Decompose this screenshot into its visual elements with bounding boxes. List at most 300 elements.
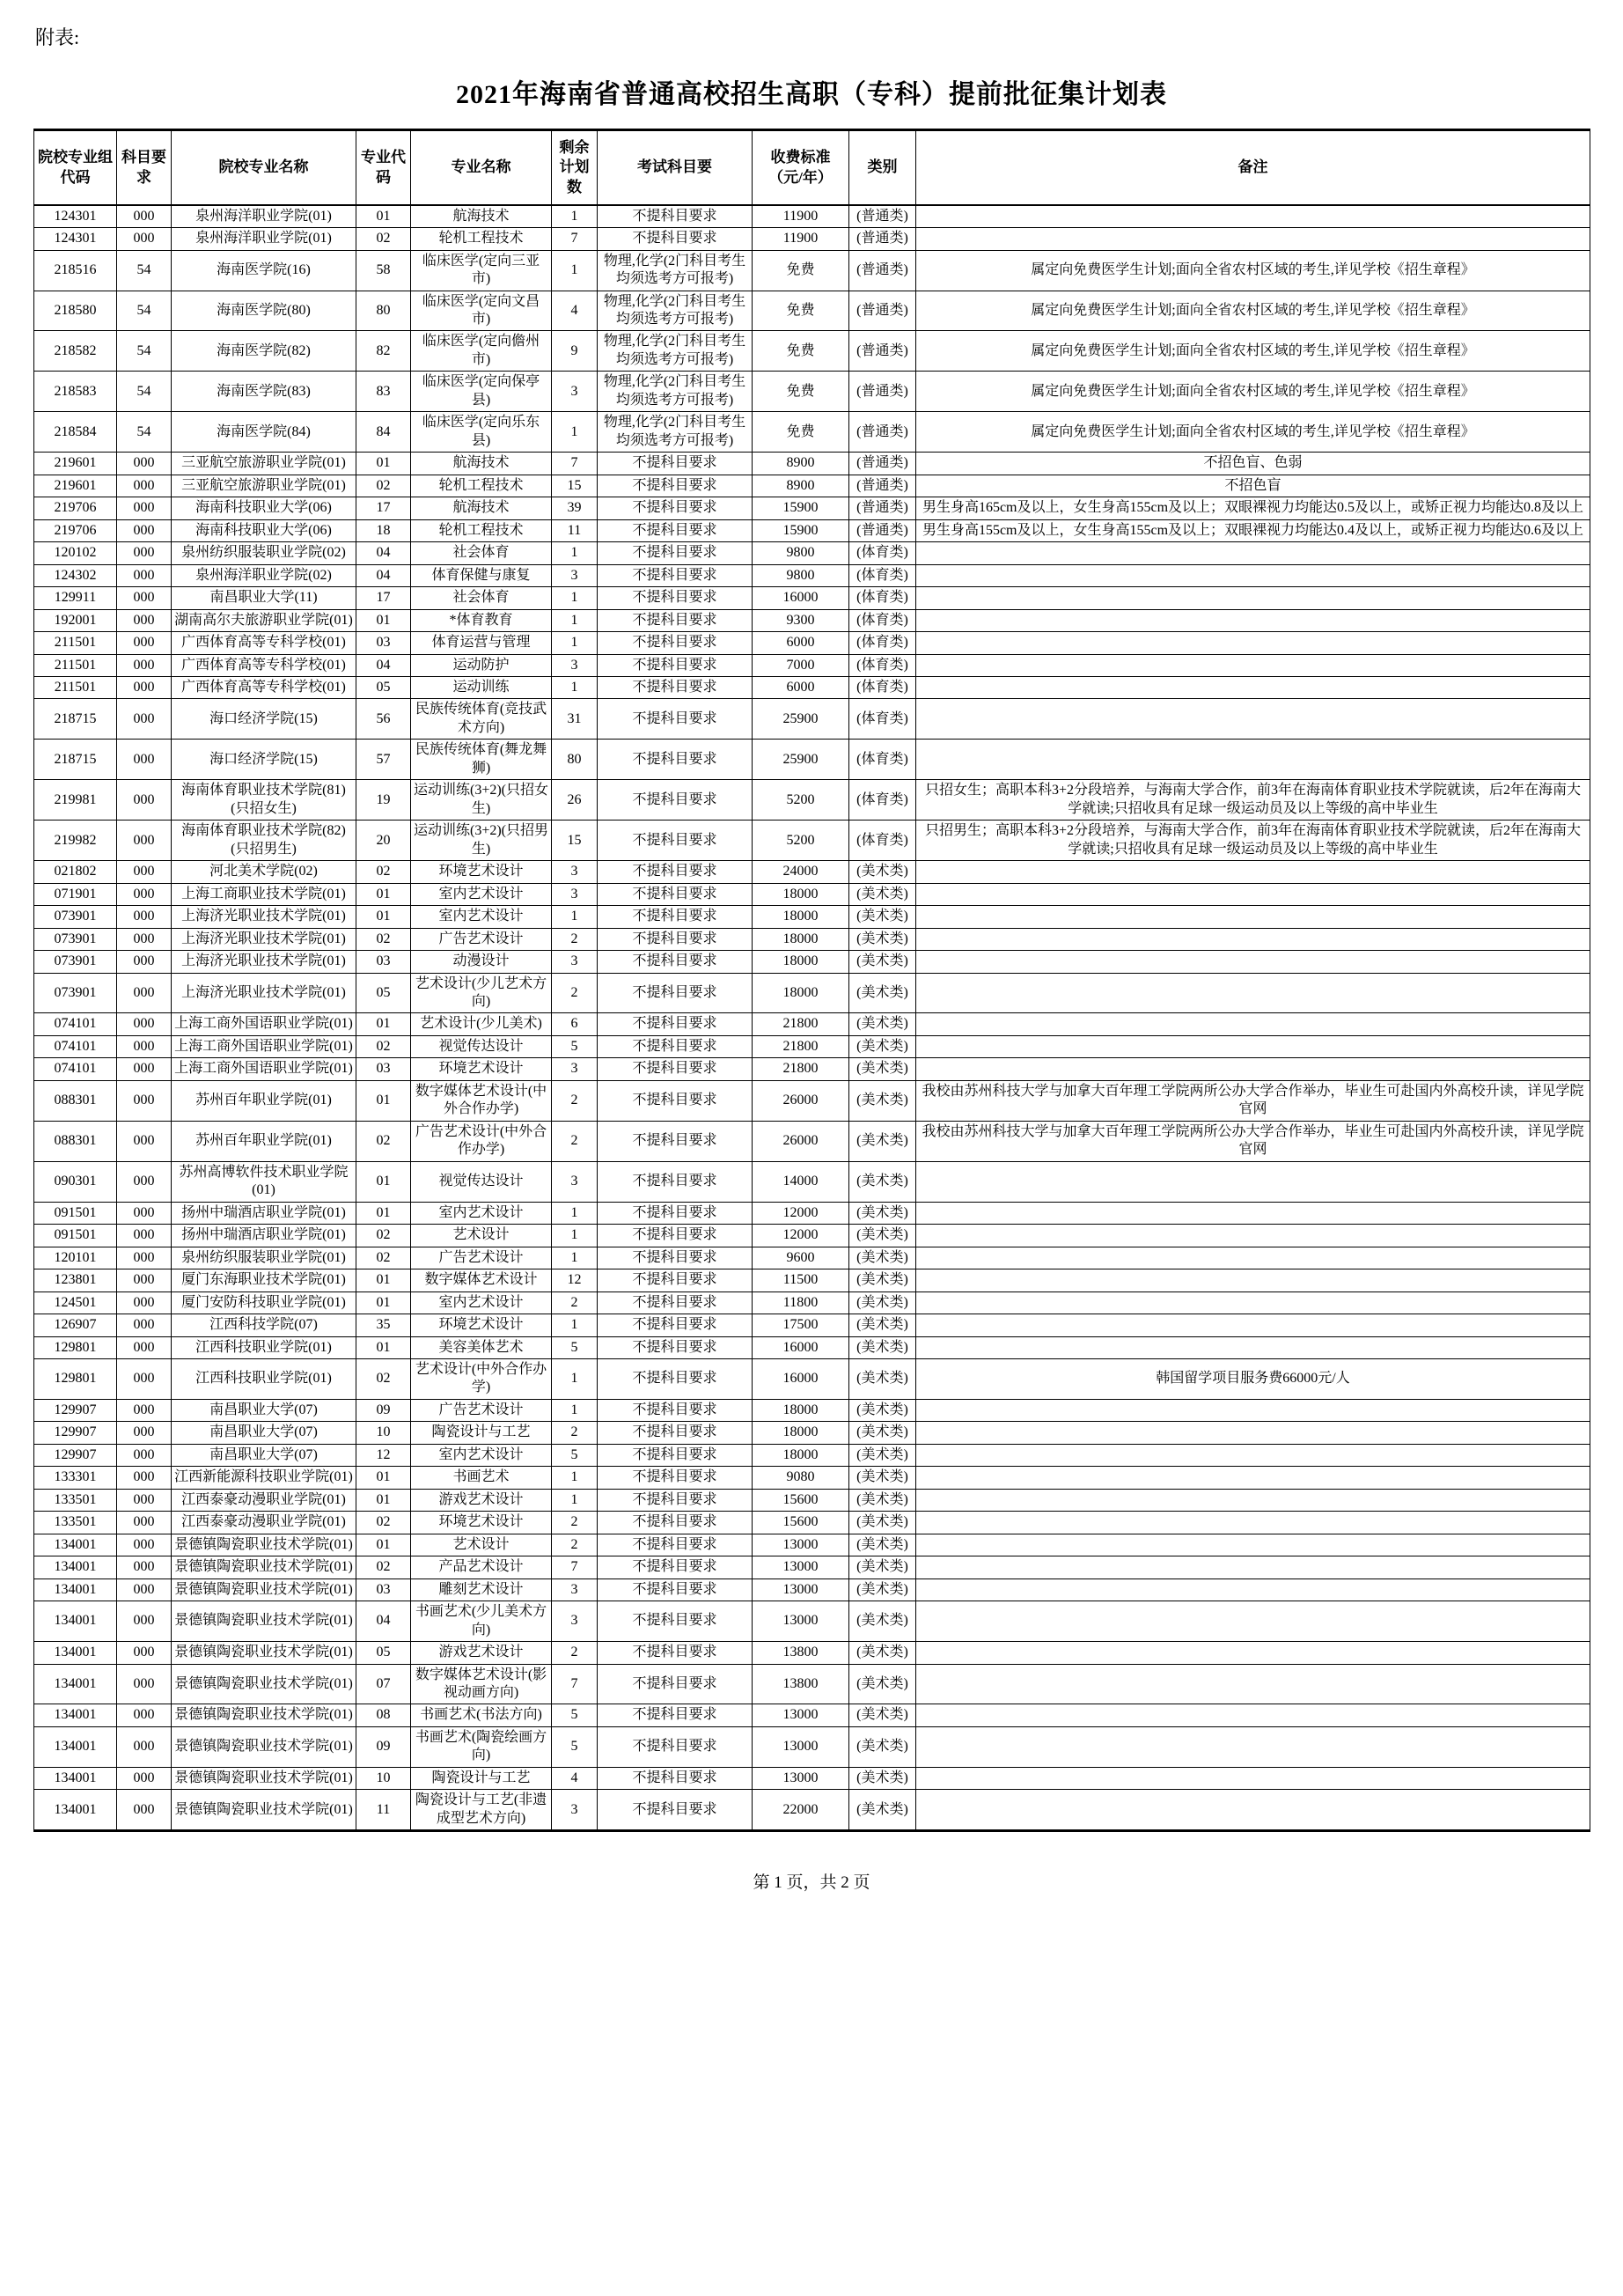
cell-fee-standard: 18000 xyxy=(753,1422,849,1444)
cell-school-major-name: 江西泰豪动漫职业学院(01) xyxy=(172,1512,356,1534)
table-row xyxy=(34,951,1590,973)
cell-school-major-name: 江西科技职业学院(01) xyxy=(172,1358,356,1399)
cell-exam-subject: 不提科目要求 xyxy=(598,883,753,905)
cell-category: (美术类) xyxy=(849,1314,916,1336)
cell-remarks: 属定向免费医学生计划;面向全省农村区域的考生,详见学校《招生章程》 xyxy=(916,250,1590,291)
cell-major-code: 84 xyxy=(356,412,411,453)
table-row xyxy=(34,1534,1590,1556)
cell-category: (美术类) xyxy=(849,1058,916,1080)
table-row xyxy=(34,1336,1590,1358)
cell-major-name: 室内艺术设计 xyxy=(411,1292,552,1314)
cell-remaining-plan: 1 xyxy=(552,676,598,698)
table-row xyxy=(34,906,1590,928)
cell-exam-subject: 不提科目要求 xyxy=(598,676,753,698)
cell-exam-subject: 不提科目要求 xyxy=(598,1601,753,1642)
cell-remaining-plan: 31 xyxy=(552,699,598,740)
cell-fee-standard: 17500 xyxy=(753,1314,849,1336)
cell-remaining-plan: 1 xyxy=(552,587,598,609)
cell-fee-standard: 8900 xyxy=(753,453,849,475)
cell-school-major-name: 景德镇陶瓷职业技术学院(01) xyxy=(172,1664,356,1704)
cell-fee-standard: 15900 xyxy=(753,497,849,519)
cell-major-name: 广告艺术设计 xyxy=(411,1247,552,1269)
table-row xyxy=(34,412,1590,453)
cell-subject-requirement: 000 xyxy=(117,1534,172,1556)
cell-remarks: 属定向免费医学生计划;面向全省农村区域的考生,详见学校《招生章程》 xyxy=(916,331,1590,372)
cell-subject-requirement: 54 xyxy=(117,250,172,291)
cell-category: (普通类) xyxy=(849,412,916,453)
cell-group-code: 134001 xyxy=(34,1790,117,1831)
cell-major-name: 陶瓷设计与工艺 xyxy=(411,1422,552,1444)
cell-subject-requirement: 000 xyxy=(117,228,172,250)
cell-exam-subject: 不提科目要求 xyxy=(598,1080,753,1121)
cell-subject-requirement: 000 xyxy=(117,1642,172,1664)
cell-school-major-name: 江西泰豪动漫职业学院(01) xyxy=(172,1489,356,1511)
cell-category: (美术类) xyxy=(849,1704,916,1726)
cell-group-code: 218715 xyxy=(34,699,117,740)
table-row xyxy=(34,1202,1590,1224)
cell-subject-requirement: 54 xyxy=(117,412,172,453)
cell-remarks xyxy=(916,1314,1590,1336)
cell-subject-requirement: 000 xyxy=(117,821,172,861)
cell-exam-subject: 不提科目要求 xyxy=(598,1642,753,1664)
cell-subject-requirement: 000 xyxy=(117,1269,172,1292)
column-header-remaining-plan: 剩余计划数 xyxy=(552,130,598,205)
table-row xyxy=(34,542,1590,564)
cell-subject-requirement: 000 xyxy=(117,632,172,654)
cell-major-name: 社会体育 xyxy=(411,542,552,564)
cell-remaining-plan: 1 xyxy=(552,632,598,654)
cell-fee-standard: 15900 xyxy=(753,519,849,541)
table-row xyxy=(34,632,1590,654)
cell-group-code: 073901 xyxy=(34,906,117,928)
cell-remaining-plan: 2 xyxy=(552,973,598,1013)
cell-school-major-name: 景德镇陶瓷职业技术学院(01) xyxy=(172,1578,356,1601)
cell-major-code: 02 xyxy=(356,861,411,883)
cell-major-code: 05 xyxy=(356,973,411,1013)
cell-category: (普通类) xyxy=(849,453,916,475)
cell-exam-subject: 不提科目要求 xyxy=(598,906,753,928)
cell-school-major-name: 海南医学院(83) xyxy=(172,372,356,412)
cell-subject-requirement: 000 xyxy=(117,1422,172,1444)
cell-category: (普通类) xyxy=(849,331,916,372)
cell-school-major-name: 海口经济学院(15) xyxy=(172,699,356,740)
cell-exam-subject: 物理,化学(2门科目考生均须选考方可报考) xyxy=(598,331,753,372)
table-row xyxy=(34,372,1590,412)
cell-group-code: 088301 xyxy=(34,1121,117,1161)
cell-school-major-name: 苏州百年职业学院(01) xyxy=(172,1121,356,1161)
cell-remaining-plan: 1 xyxy=(552,1202,598,1224)
table-row xyxy=(34,676,1590,698)
cell-fee-standard: 11800 xyxy=(753,1292,849,1314)
cell-category: (普通类) xyxy=(849,291,916,331)
table-row xyxy=(34,1292,1590,1314)
cell-subject-requirement: 000 xyxy=(117,475,172,497)
cell-major-code: 02 xyxy=(356,1225,411,1247)
cell-exam-subject: 不提科目要求 xyxy=(598,1161,753,1202)
cell-major-code: 03 xyxy=(356,951,411,973)
cell-major-name: 环境艺术设计 xyxy=(411,1058,552,1080)
cell-remarks xyxy=(916,1601,1590,1642)
cell-group-code: 088301 xyxy=(34,1080,117,1121)
table-row xyxy=(34,564,1590,586)
cell-fee-standard: 26000 xyxy=(753,1080,849,1121)
cell-subject-requirement: 000 xyxy=(117,1399,172,1421)
cell-major-code: 02 xyxy=(356,1512,411,1534)
cell-major-code: 02 xyxy=(356,1035,411,1057)
cell-fee-standard: 18000 xyxy=(753,1399,849,1421)
cell-fee-standard: 免费 xyxy=(753,250,849,291)
cell-category: (普通类) xyxy=(849,475,916,497)
cell-school-major-name: 海南科技职业大学(06) xyxy=(172,519,356,541)
cell-remaining-plan: 5 xyxy=(552,1704,598,1726)
cell-school-major-name: 泉州纺织服装职业学院(02) xyxy=(172,542,356,564)
cell-subject-requirement: 000 xyxy=(117,1726,172,1767)
cell-remarks xyxy=(916,699,1590,740)
cell-remaining-plan: 7 xyxy=(552,1664,598,1704)
cell-exam-subject: 物理,化学(2门科目考生均须选考方可报考) xyxy=(598,250,753,291)
cell-school-major-name: 海南体育职业技术学院(81)(只招女生) xyxy=(172,780,356,821)
cell-group-code: 129907 xyxy=(34,1399,117,1421)
cell-school-major-name: 广西体育高等专科学校(01) xyxy=(172,654,356,676)
cell-remarks xyxy=(916,564,1590,586)
cell-subject-requirement: 000 xyxy=(117,587,172,609)
cell-exam-subject: 不提科目要求 xyxy=(598,973,753,1013)
cell-remaining-plan: 80 xyxy=(552,740,598,780)
cell-major-code: 02 xyxy=(356,1358,411,1399)
cell-group-code: 124501 xyxy=(34,1292,117,1314)
table-row xyxy=(34,1035,1590,1057)
table-row xyxy=(34,250,1590,291)
cell-school-major-name: 泉州海洋职业学院(01) xyxy=(172,228,356,250)
cell-subject-requirement: 000 xyxy=(117,1358,172,1399)
cell-fee-standard: 18000 xyxy=(753,906,849,928)
cell-group-code: 124301 xyxy=(34,228,117,250)
cell-exam-subject: 不提科目要求 xyxy=(598,1247,753,1269)
cell-major-name: 书画艺术 xyxy=(411,1467,552,1489)
cell-exam-subject: 物理,化学(2门科目考生均须选考方可报考) xyxy=(598,412,753,453)
cell-exam-subject: 不提科目要求 xyxy=(598,1121,753,1161)
cell-fee-standard: 21800 xyxy=(753,1013,849,1035)
cell-major-code: 03 xyxy=(356,1578,411,1601)
cell-group-code: 091501 xyxy=(34,1202,117,1224)
cell-fee-standard: 13000 xyxy=(753,1767,849,1789)
cell-remarks: 属定向免费医学生计划;面向全省农村区域的考生,详见学校《招生章程》 xyxy=(916,291,1590,331)
column-header-category: 类别 xyxy=(849,130,916,205)
cell-major-name: 体育运营与管理 xyxy=(411,632,552,654)
cell-school-major-name: 海口经济学院(15) xyxy=(172,740,356,780)
cell-exam-subject: 不提科目要求 xyxy=(598,740,753,780)
cell-major-code: 10 xyxy=(356,1422,411,1444)
cell-category: (美术类) xyxy=(849,1767,916,1789)
cell-category: (美术类) xyxy=(849,1225,916,1247)
cell-school-major-name: 上海工商外国语职业学院(01) xyxy=(172,1035,356,1057)
cell-group-code: 218516 xyxy=(34,250,117,291)
cell-exam-subject: 不提科目要求 xyxy=(598,1058,753,1080)
cell-major-name: 轮机工程技术 xyxy=(411,228,552,250)
cell-fee-standard: 16000 xyxy=(753,1358,849,1399)
cell-category: (美术类) xyxy=(849,861,916,883)
cell-group-code: 219982 xyxy=(34,821,117,861)
cell-exam-subject: 不提科目要求 xyxy=(598,780,753,821)
cell-school-major-name: 江西科技职业学院(01) xyxy=(172,1336,356,1358)
cell-school-major-name: 海南医学院(84) xyxy=(172,412,356,453)
cell-group-code: 126907 xyxy=(34,1314,117,1336)
cell-major-code: 08 xyxy=(356,1704,411,1726)
cell-category: (美术类) xyxy=(849,1035,916,1057)
cell-category: (美术类) xyxy=(849,928,916,950)
cell-category: (普通类) xyxy=(849,205,916,228)
cell-fee-standard: 5200 xyxy=(753,821,849,861)
cell-major-code: 04 xyxy=(356,564,411,586)
cell-major-code: 58 xyxy=(356,250,411,291)
table-row xyxy=(34,475,1590,497)
cell-major-name: 运动训练 xyxy=(411,676,552,698)
cell-group-code: 074101 xyxy=(34,1058,117,1080)
cell-major-name: 广告艺术设计 xyxy=(411,1399,552,1421)
cell-school-major-name: 上海济光职业技术学院(01) xyxy=(172,951,356,973)
cell-major-name: 艺术设计(少儿艺术方向) xyxy=(411,973,552,1013)
cell-exam-subject: 不提科目要求 xyxy=(598,928,753,950)
cell-group-code: 218584 xyxy=(34,412,117,453)
cell-fee-standard: 9800 xyxy=(753,542,849,564)
cell-group-code: 218580 xyxy=(34,291,117,331)
cell-exam-subject: 不提科目要求 xyxy=(598,1704,753,1726)
cell-category: (美术类) xyxy=(849,1467,916,1489)
cell-major-code: 01 xyxy=(356,1269,411,1292)
table-row xyxy=(34,1161,1590,1202)
cell-category: (美术类) xyxy=(849,1269,916,1292)
cell-major-name: 航海技术 xyxy=(411,205,552,228)
cell-remarks xyxy=(916,1202,1590,1224)
cell-major-code: 01 xyxy=(356,609,411,631)
cell-exam-subject: 不提科目要求 xyxy=(598,632,753,654)
table-row xyxy=(34,1726,1590,1767)
cell-fee-standard: 6000 xyxy=(753,676,849,698)
cell-major-name: 民族传统体育(竞技武术方向) xyxy=(411,699,552,740)
cell-remarks xyxy=(916,632,1590,654)
cell-subject-requirement: 000 xyxy=(117,1512,172,1534)
cell-exam-subject: 不提科目要求 xyxy=(598,861,753,883)
cell-remarks: 属定向免费医学生计划;面向全省农村区域的考生,详见学校《招生章程》 xyxy=(916,372,1590,412)
cell-category: (美术类) xyxy=(849,1578,916,1601)
cell-category: (体育类) xyxy=(849,542,916,564)
cell-remaining-plan: 2 xyxy=(552,1422,598,1444)
cell-category: (普通类) xyxy=(849,228,916,250)
cell-fee-standard: 24000 xyxy=(753,861,849,883)
cell-exam-subject: 不提科目要求 xyxy=(598,1013,753,1035)
table-row xyxy=(34,331,1590,372)
cell-subject-requirement: 000 xyxy=(117,1336,172,1358)
cell-remaining-plan: 3 xyxy=(552,861,598,883)
cell-fee-standard: 25900 xyxy=(753,740,849,780)
cell-group-code: 134001 xyxy=(34,1767,117,1789)
cell-remarks xyxy=(916,1225,1590,1247)
cell-category: (美术类) xyxy=(849,1422,916,1444)
cell-school-major-name: 厦门东海职业技术学院(01) xyxy=(172,1269,356,1292)
cell-group-code: 134001 xyxy=(34,1578,117,1601)
cell-school-major-name: 南昌职业大学(11) xyxy=(172,587,356,609)
cell-fee-standard: 21800 xyxy=(753,1035,849,1057)
cell-fee-standard: 18000 xyxy=(753,951,849,973)
cell-major-code: 80 xyxy=(356,291,411,331)
cell-category: (美术类) xyxy=(849,1202,916,1224)
cell-fee-standard: 13000 xyxy=(753,1601,849,1642)
cell-school-major-name: 河北美术学院(02) xyxy=(172,861,356,883)
cell-exam-subject: 不提科目要求 xyxy=(598,1578,753,1601)
table-row xyxy=(34,1269,1590,1292)
cell-group-code: 134001 xyxy=(34,1556,117,1578)
cell-major-code: 05 xyxy=(356,1642,411,1664)
cell-major-code: 09 xyxy=(356,1399,411,1421)
cell-group-code: 134001 xyxy=(34,1704,117,1726)
cell-category: (美术类) xyxy=(849,1336,916,1358)
cell-major-name: 游戏艺术设计 xyxy=(411,1489,552,1511)
cell-category: (美术类) xyxy=(849,1247,916,1269)
cell-remaining-plan: 3 xyxy=(552,883,598,905)
cell-remarks xyxy=(916,1013,1590,1035)
cell-subject-requirement: 000 xyxy=(117,928,172,950)
cell-major-name: 艺术设计 xyxy=(411,1225,552,1247)
cell-school-major-name: 海南医学院(80) xyxy=(172,291,356,331)
cell-fee-standard: 13000 xyxy=(753,1726,849,1767)
cell-major-name: 运动防护 xyxy=(411,654,552,676)
cell-subject-requirement: 000 xyxy=(117,1080,172,1121)
cell-exam-subject: 不提科目要求 xyxy=(598,821,753,861)
cell-remaining-plan: 3 xyxy=(552,1790,598,1831)
cell-remarks xyxy=(916,1512,1590,1534)
cell-major-name: 环境艺术设计 xyxy=(411,1314,552,1336)
cell-group-code: 124302 xyxy=(34,564,117,586)
cell-remarks xyxy=(916,906,1590,928)
cell-subject-requirement: 000 xyxy=(117,1790,172,1831)
cell-major-code: 09 xyxy=(356,1726,411,1767)
cell-subject-requirement: 000 xyxy=(117,973,172,1013)
cell-remaining-plan: 3 xyxy=(552,1578,598,1601)
cell-exam-subject: 不提科目要求 xyxy=(598,1358,753,1399)
cell-remarks xyxy=(916,861,1590,883)
cell-subject-requirement: 000 xyxy=(117,453,172,475)
cell-exam-subject: 不提科目要求 xyxy=(598,654,753,676)
cell-subject-requirement: 000 xyxy=(117,564,172,586)
table-row xyxy=(34,1013,1590,1035)
cell-major-code: 01 xyxy=(356,1013,411,1035)
cell-remarks: 不招色盲、色弱 xyxy=(916,453,1590,475)
cell-major-name: 书画艺术(书法方向) xyxy=(411,1704,552,1726)
cell-group-code: 074101 xyxy=(34,1035,117,1057)
cell-fee-standard: 免费 xyxy=(753,291,849,331)
cell-subject-requirement: 000 xyxy=(117,1467,172,1489)
cell-subject-requirement: 54 xyxy=(117,291,172,331)
table-row xyxy=(34,1790,1590,1831)
cell-school-major-name: 上海济光职业技术学院(01) xyxy=(172,973,356,1013)
cell-category: (美术类) xyxy=(849,1601,916,1642)
cell-category: (美术类) xyxy=(849,1642,916,1664)
cell-major-name: 体育保健与康复 xyxy=(411,564,552,586)
cell-category: (美术类) xyxy=(849,1121,916,1161)
cell-major-code: 01 xyxy=(356,1080,411,1121)
cell-school-major-name: 海南医学院(16) xyxy=(172,250,356,291)
table-row xyxy=(34,1512,1590,1534)
cell-major-name: 临床医学(定向文昌市) xyxy=(411,291,552,331)
cell-exam-subject: 不提科目要求 xyxy=(598,1314,753,1336)
cell-remaining-plan: 1 xyxy=(552,542,598,564)
cell-group-code: 123801 xyxy=(34,1269,117,1292)
cell-exam-subject: 不提科目要求 xyxy=(598,205,753,228)
cell-exam-subject: 不提科目要求 xyxy=(598,1225,753,1247)
cell-subject-requirement: 000 xyxy=(117,1314,172,1336)
cell-remaining-plan: 11 xyxy=(552,519,598,541)
cell-major-name: 雕刻艺术设计 xyxy=(411,1578,552,1601)
table-row xyxy=(34,1422,1590,1444)
cell-major-name: 艺术设计(中外合作办学) xyxy=(411,1358,552,1399)
cell-group-code: 129907 xyxy=(34,1422,117,1444)
cell-school-major-name: 江西科技学院(07) xyxy=(172,1314,356,1336)
cell-remaining-plan: 1 xyxy=(552,1489,598,1511)
cell-remaining-plan: 2 xyxy=(552,1292,598,1314)
table-row xyxy=(34,740,1590,780)
cell-subject-requirement: 000 xyxy=(117,1601,172,1642)
cell-group-code: 129911 xyxy=(34,587,117,609)
cell-category: (体育类) xyxy=(849,780,916,821)
cell-subject-requirement: 000 xyxy=(117,1247,172,1269)
cell-major-code: 01 xyxy=(356,453,411,475)
table-row xyxy=(34,1399,1590,1421)
cell-fee-standard: 6000 xyxy=(753,632,849,654)
cell-remaining-plan: 3 xyxy=(552,1161,598,1202)
cell-remaining-plan: 9 xyxy=(552,331,598,372)
cell-remarks xyxy=(916,1058,1590,1080)
cell-remaining-plan: 5 xyxy=(552,1726,598,1767)
cell-remarks xyxy=(916,740,1590,780)
cell-group-code: 211501 xyxy=(34,654,117,676)
cell-group-code: 129801 xyxy=(34,1336,117,1358)
cell-major-name: 产品艺术设计 xyxy=(411,1556,552,1578)
cell-group-code: 073901 xyxy=(34,928,117,950)
cell-exam-subject: 不提科目要求 xyxy=(598,1202,753,1224)
cell-subject-requirement: 000 xyxy=(117,1035,172,1057)
cell-fee-standard: 12000 xyxy=(753,1225,849,1247)
admission-plan-table xyxy=(33,129,1590,1832)
cell-subject-requirement: 000 xyxy=(117,1664,172,1704)
cell-school-major-name: 南昌职业大学(07) xyxy=(172,1399,356,1421)
cell-fee-standard: 21800 xyxy=(753,1058,849,1080)
cell-major-name: 艺术设计 xyxy=(411,1534,552,1556)
page-footer: 第 1 页，共 2 页 xyxy=(753,1873,870,1893)
cell-major-code: 01 xyxy=(356,883,411,905)
cell-category: (普通类) xyxy=(849,372,916,412)
cell-major-code: 05 xyxy=(356,676,411,698)
table-row xyxy=(34,205,1590,228)
table-row xyxy=(34,1664,1590,1704)
cell-major-name: 运动训练(3+2)(只招男生) xyxy=(411,821,552,861)
cell-subject-requirement: 000 xyxy=(117,519,172,541)
cell-subject-requirement: 000 xyxy=(117,497,172,519)
cell-major-name: 临床医学(定向乐东县) xyxy=(411,412,552,453)
cell-major-name: 环境艺术设计 xyxy=(411,1512,552,1534)
cell-remaining-plan: 4 xyxy=(552,291,598,331)
cell-major-code: 01 xyxy=(356,205,411,228)
cell-group-code: 134001 xyxy=(34,1726,117,1767)
cell-remarks xyxy=(916,1556,1590,1578)
cell-major-code: 01 xyxy=(356,1489,411,1511)
table-row xyxy=(34,519,1590,541)
cell-category: (美术类) xyxy=(849,1512,916,1534)
cell-remarks xyxy=(916,951,1590,973)
table-row xyxy=(34,291,1590,331)
cell-subject-requirement: 000 xyxy=(117,542,172,564)
cell-major-code: 11 xyxy=(356,1790,411,1831)
cell-fee-standard: 7000 xyxy=(753,654,849,676)
